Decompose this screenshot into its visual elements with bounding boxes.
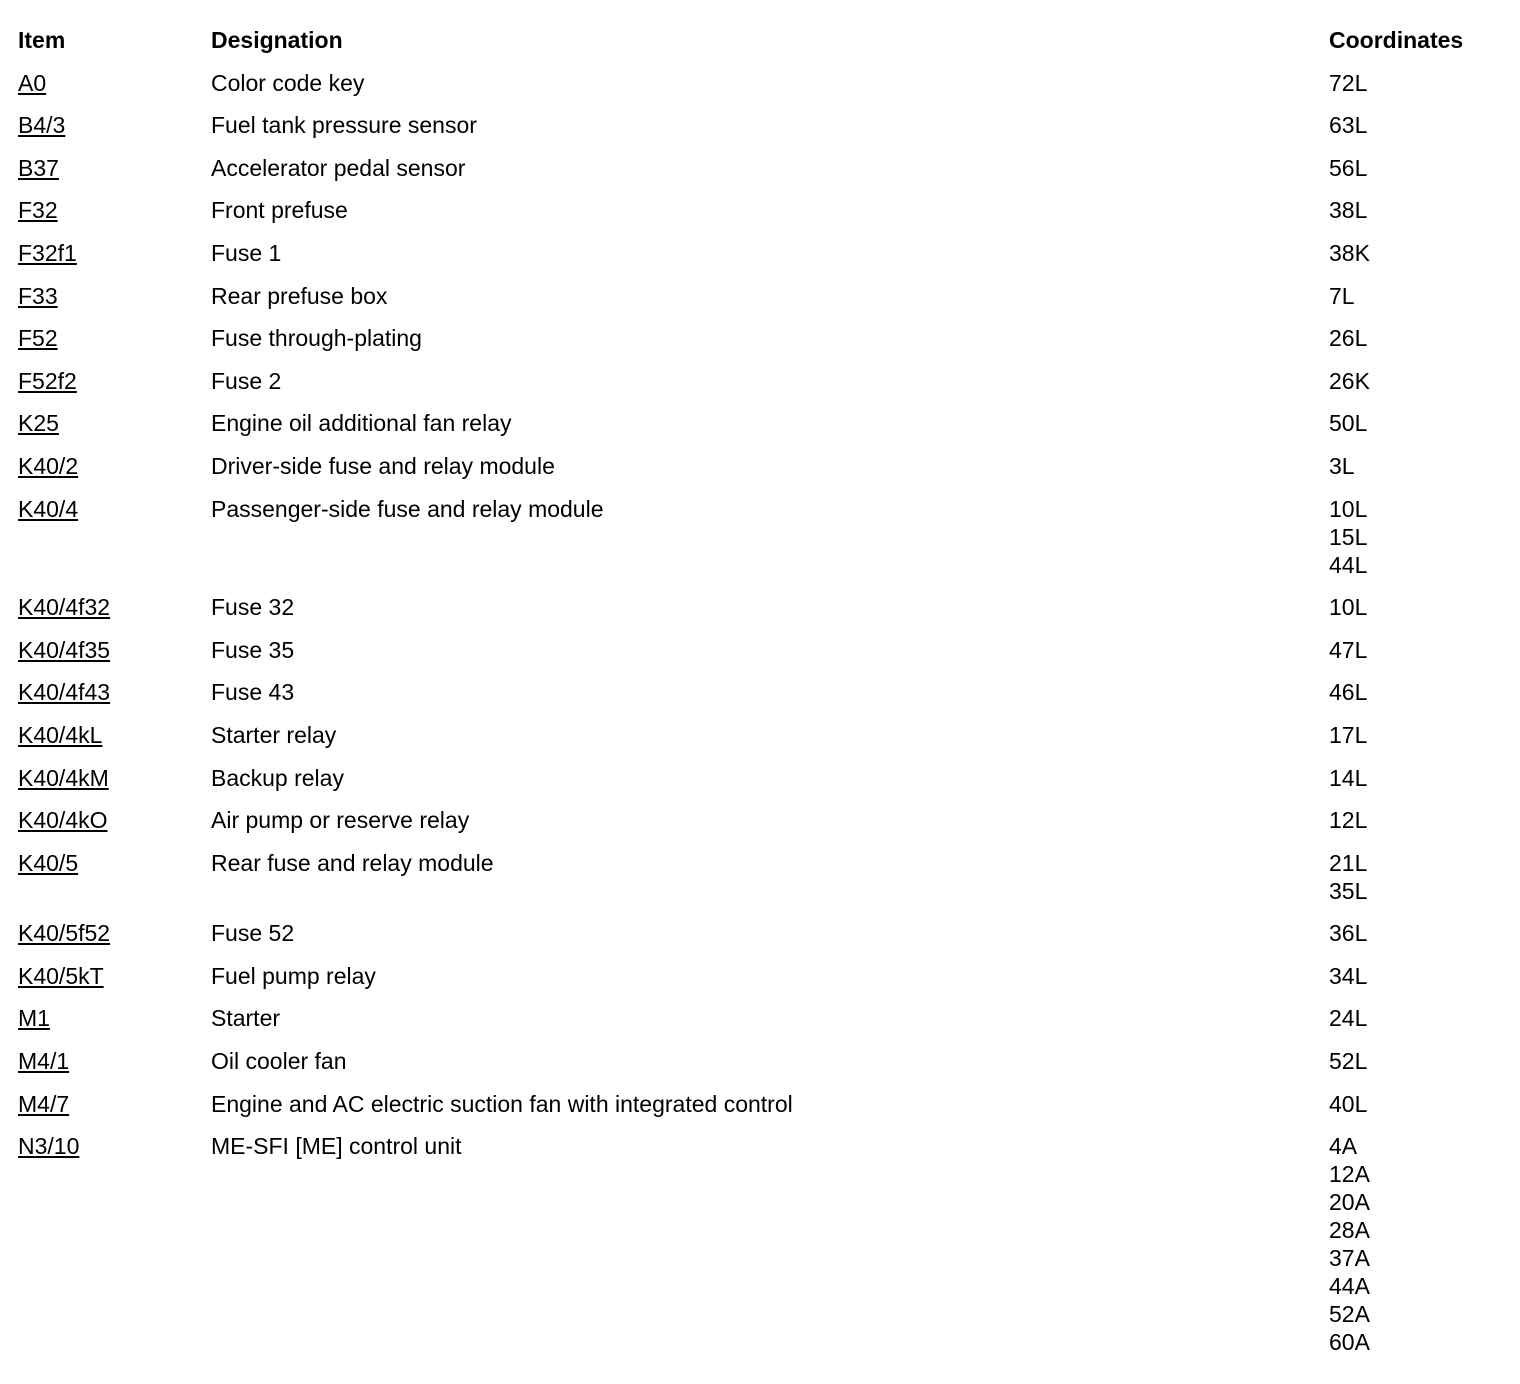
coordinate-value: 20A: [1329, 1189, 1370, 1216]
designation-text: Accelerator pedal sensor: [211, 154, 466, 181]
designation-text: Fuse 32: [211, 594, 295, 621]
designation-text: Engine oil additional fan relay: [211, 410, 512, 437]
coordinates-cell: [1329, 1004, 1520, 1032]
table-row: [0, 849, 1520, 920]
coordinates-cell: [1329, 806, 1520, 834]
designation-text: Fuse 35: [211, 636, 295, 663]
coordinates-cell: [1329, 196, 1520, 224]
table-body: [0, 69, 1520, 1371]
coordinate-value: 37A: [1329, 1245, 1370, 1272]
designation-text: Fuel tank pressure sensor: [211, 112, 477, 139]
coordinate-value: 47L: [1329, 636, 1368, 663]
header-item: Item: [18, 27, 66, 53]
coordinate-value: 12A: [1329, 1161, 1370, 1188]
item-link[interactable]: K40/4: [18, 495, 79, 522]
coordinate-value: 14L: [1329, 764, 1368, 791]
table-row: [0, 764, 1520, 807]
designation-text: Front prefuse: [211, 197, 348, 224]
designation-text: Fuse 2: [211, 367, 282, 394]
item-link[interactable]: M4/1: [18, 1048, 70, 1075]
coordinates-cell: [1329, 1090, 1520, 1118]
item-link[interactable]: K40/5f52: [18, 920, 111, 947]
item-link[interactable]: F33: [18, 282, 58, 309]
coordinates-cell: [1329, 111, 1520, 139]
coordinate-value: 52A: [1329, 1301, 1370, 1328]
coordinates-cell: [1329, 452, 1520, 480]
table-row: [0, 111, 1520, 154]
table-row: [0, 196, 1520, 239]
coordinate-value: 4A: [1329, 1133, 1358, 1160]
designation-text: Backup relay: [211, 764, 344, 791]
coordinates-cell: [1329, 962, 1520, 990]
coordinate-value: 36L: [1329, 920, 1368, 947]
item-link[interactable]: B37: [18, 154, 59, 181]
coordinate-value: 50L: [1329, 410, 1368, 437]
item-link[interactable]: K40/5kT: [18, 962, 104, 989]
coordinate-value: 56L: [1329, 154, 1368, 181]
table-row: [0, 721, 1520, 764]
coordinate-value: 72L: [1329, 69, 1368, 96]
coordinates-cell: [1329, 636, 1520, 664]
coordinates-cell: [1329, 1132, 1520, 1356]
table-row: [0, 495, 1520, 594]
table-row: [0, 409, 1520, 452]
coordinate-value: 3L: [1329, 452, 1355, 479]
table-row: [0, 1090, 1520, 1133]
item-link[interactable]: F52: [18, 325, 58, 352]
designation-text: Starter: [211, 1005, 281, 1032]
table-row: [0, 962, 1520, 1005]
coordinates-cell: [1329, 324, 1520, 352]
header-coordinates: Coordinates: [1329, 27, 1464, 53]
coordinate-value: 26K: [1329, 367, 1370, 394]
designation-text: Driver-side fuse and relay module: [211, 452, 555, 479]
designation-text: Rear fuse and relay module: [211, 849, 494, 876]
item-link[interactable]: K25: [18, 410, 59, 437]
coordinates-cell: [1329, 154, 1520, 182]
coordinates-cell: [1329, 593, 1520, 621]
designation-text: Oil cooler fan: [211, 1048, 347, 1075]
table-row: [0, 806, 1520, 849]
coordinates-cell: [1329, 1047, 1520, 1075]
coordinate-value: 26L: [1329, 325, 1368, 352]
coordinate-value: 52L: [1329, 1048, 1368, 1075]
coordinate-value: 44L: [1329, 551, 1368, 578]
coordinates-cell: [1329, 409, 1520, 437]
item-link[interactable]: F32f1: [18, 239, 77, 266]
coordinates-cell: [1329, 764, 1520, 792]
coordinate-value: 60A: [1329, 1329, 1370, 1356]
coordinates-cell: [1329, 367, 1520, 395]
item-link[interactable]: M1: [18, 1005, 50, 1032]
designation-text: Passenger-side fuse and relay module: [211, 495, 604, 522]
coordinates-cell: [1329, 282, 1520, 310]
coordinate-value: 46L: [1329, 679, 1368, 706]
coordinates-cell: [1329, 678, 1520, 706]
item-link[interactable]: F32: [18, 197, 58, 224]
coordinate-value: 40L: [1329, 1090, 1368, 1117]
table-row: [0, 1132, 1520, 1371]
coordinates-cell: [1329, 919, 1520, 947]
designation-text: Rear prefuse box: [211, 282, 388, 309]
coordinate-value: 38K: [1329, 239, 1370, 266]
coordinate-value: 63L: [1329, 112, 1368, 139]
component-index-table: [0, 26, 1520, 1371]
table-row: [0, 593, 1520, 636]
coordinate-value: 21L: [1329, 849, 1368, 876]
designation-text: Starter relay: [211, 721, 337, 748]
coordinates-cell: [1329, 239, 1520, 267]
table-header-row: [0, 26, 1520, 69]
coordinate-value: 38L: [1329, 197, 1368, 224]
designation-text: Fuse through-plating: [211, 325, 422, 352]
designation-text: Fuse 52: [211, 920, 295, 947]
item-link[interactable]: K40/5: [18, 849, 79, 876]
coordinates-cell: [1329, 495, 1520, 579]
item-link[interactable]: K40/4kM: [18, 764, 109, 791]
coordinate-value: 28A: [1329, 1217, 1370, 1244]
table-row: [0, 239, 1520, 282]
item-link[interactable]: A0: [18, 69, 47, 96]
table-row: [0, 282, 1520, 325]
designation-text: ME-SFI [ME] control unit: [211, 1133, 462, 1160]
item-link[interactable]: K40/4f43: [18, 679, 111, 706]
designation-text: Fuel pump relay: [211, 962, 376, 989]
table-row: [0, 636, 1520, 679]
coordinate-value: 44A: [1329, 1273, 1370, 1300]
coordinate-value: 34L: [1329, 962, 1368, 989]
coordinate-value: 10L: [1329, 495, 1368, 522]
table-row: [0, 367, 1520, 410]
item-link[interactable]: K40/2: [18, 452, 79, 479]
coordinate-value: 10L: [1329, 594, 1368, 621]
item-link[interactable]: B4/3: [18, 112, 66, 139]
coordinate-value: 7L: [1329, 282, 1355, 309]
designation-text: Fuse 43: [211, 679, 295, 706]
coordinates-cell: [1329, 69, 1520, 97]
coordinate-value: 12L: [1329, 807, 1368, 834]
table-row: [0, 324, 1520, 367]
designation-text: Engine and AC electric suction fan with integrated control: [211, 1090, 793, 1117]
table-row: [0, 69, 1520, 112]
coordinate-value: 15L: [1329, 523, 1368, 550]
coordinate-value: 24L: [1329, 1005, 1368, 1032]
table-row: [0, 452, 1520, 495]
coordinate-value: 17L: [1329, 721, 1368, 748]
designation-text: Air pump or reserve relay: [211, 807, 470, 834]
table-row: [0, 1004, 1520, 1047]
table-row: [0, 919, 1520, 962]
item-link[interactable]: F52f2: [18, 367, 77, 394]
coordinate-value: 35L: [1329, 877, 1368, 904]
table-row: [0, 678, 1520, 721]
item-link[interactable]: K40/4kL: [18, 721, 103, 748]
item-link[interactable]: K40/4kO: [18, 807, 108, 834]
table-row: [0, 1047, 1520, 1090]
item-link[interactable]: K40/4f32: [18, 594, 111, 621]
item-link[interactable]: K40/4f35: [18, 636, 111, 663]
header-designation: Designation: [211, 27, 343, 53]
item-link[interactable]: N3/10: [18, 1133, 80, 1160]
coordinates-cell: [1329, 849, 1520, 905]
designation-text: Fuse 1: [211, 239, 282, 266]
coordinates-cell: [1329, 721, 1520, 749]
designation-text: Color code key: [211, 69, 365, 96]
item-link[interactable]: M4/7: [18, 1090, 70, 1117]
table-row: [0, 154, 1520, 197]
